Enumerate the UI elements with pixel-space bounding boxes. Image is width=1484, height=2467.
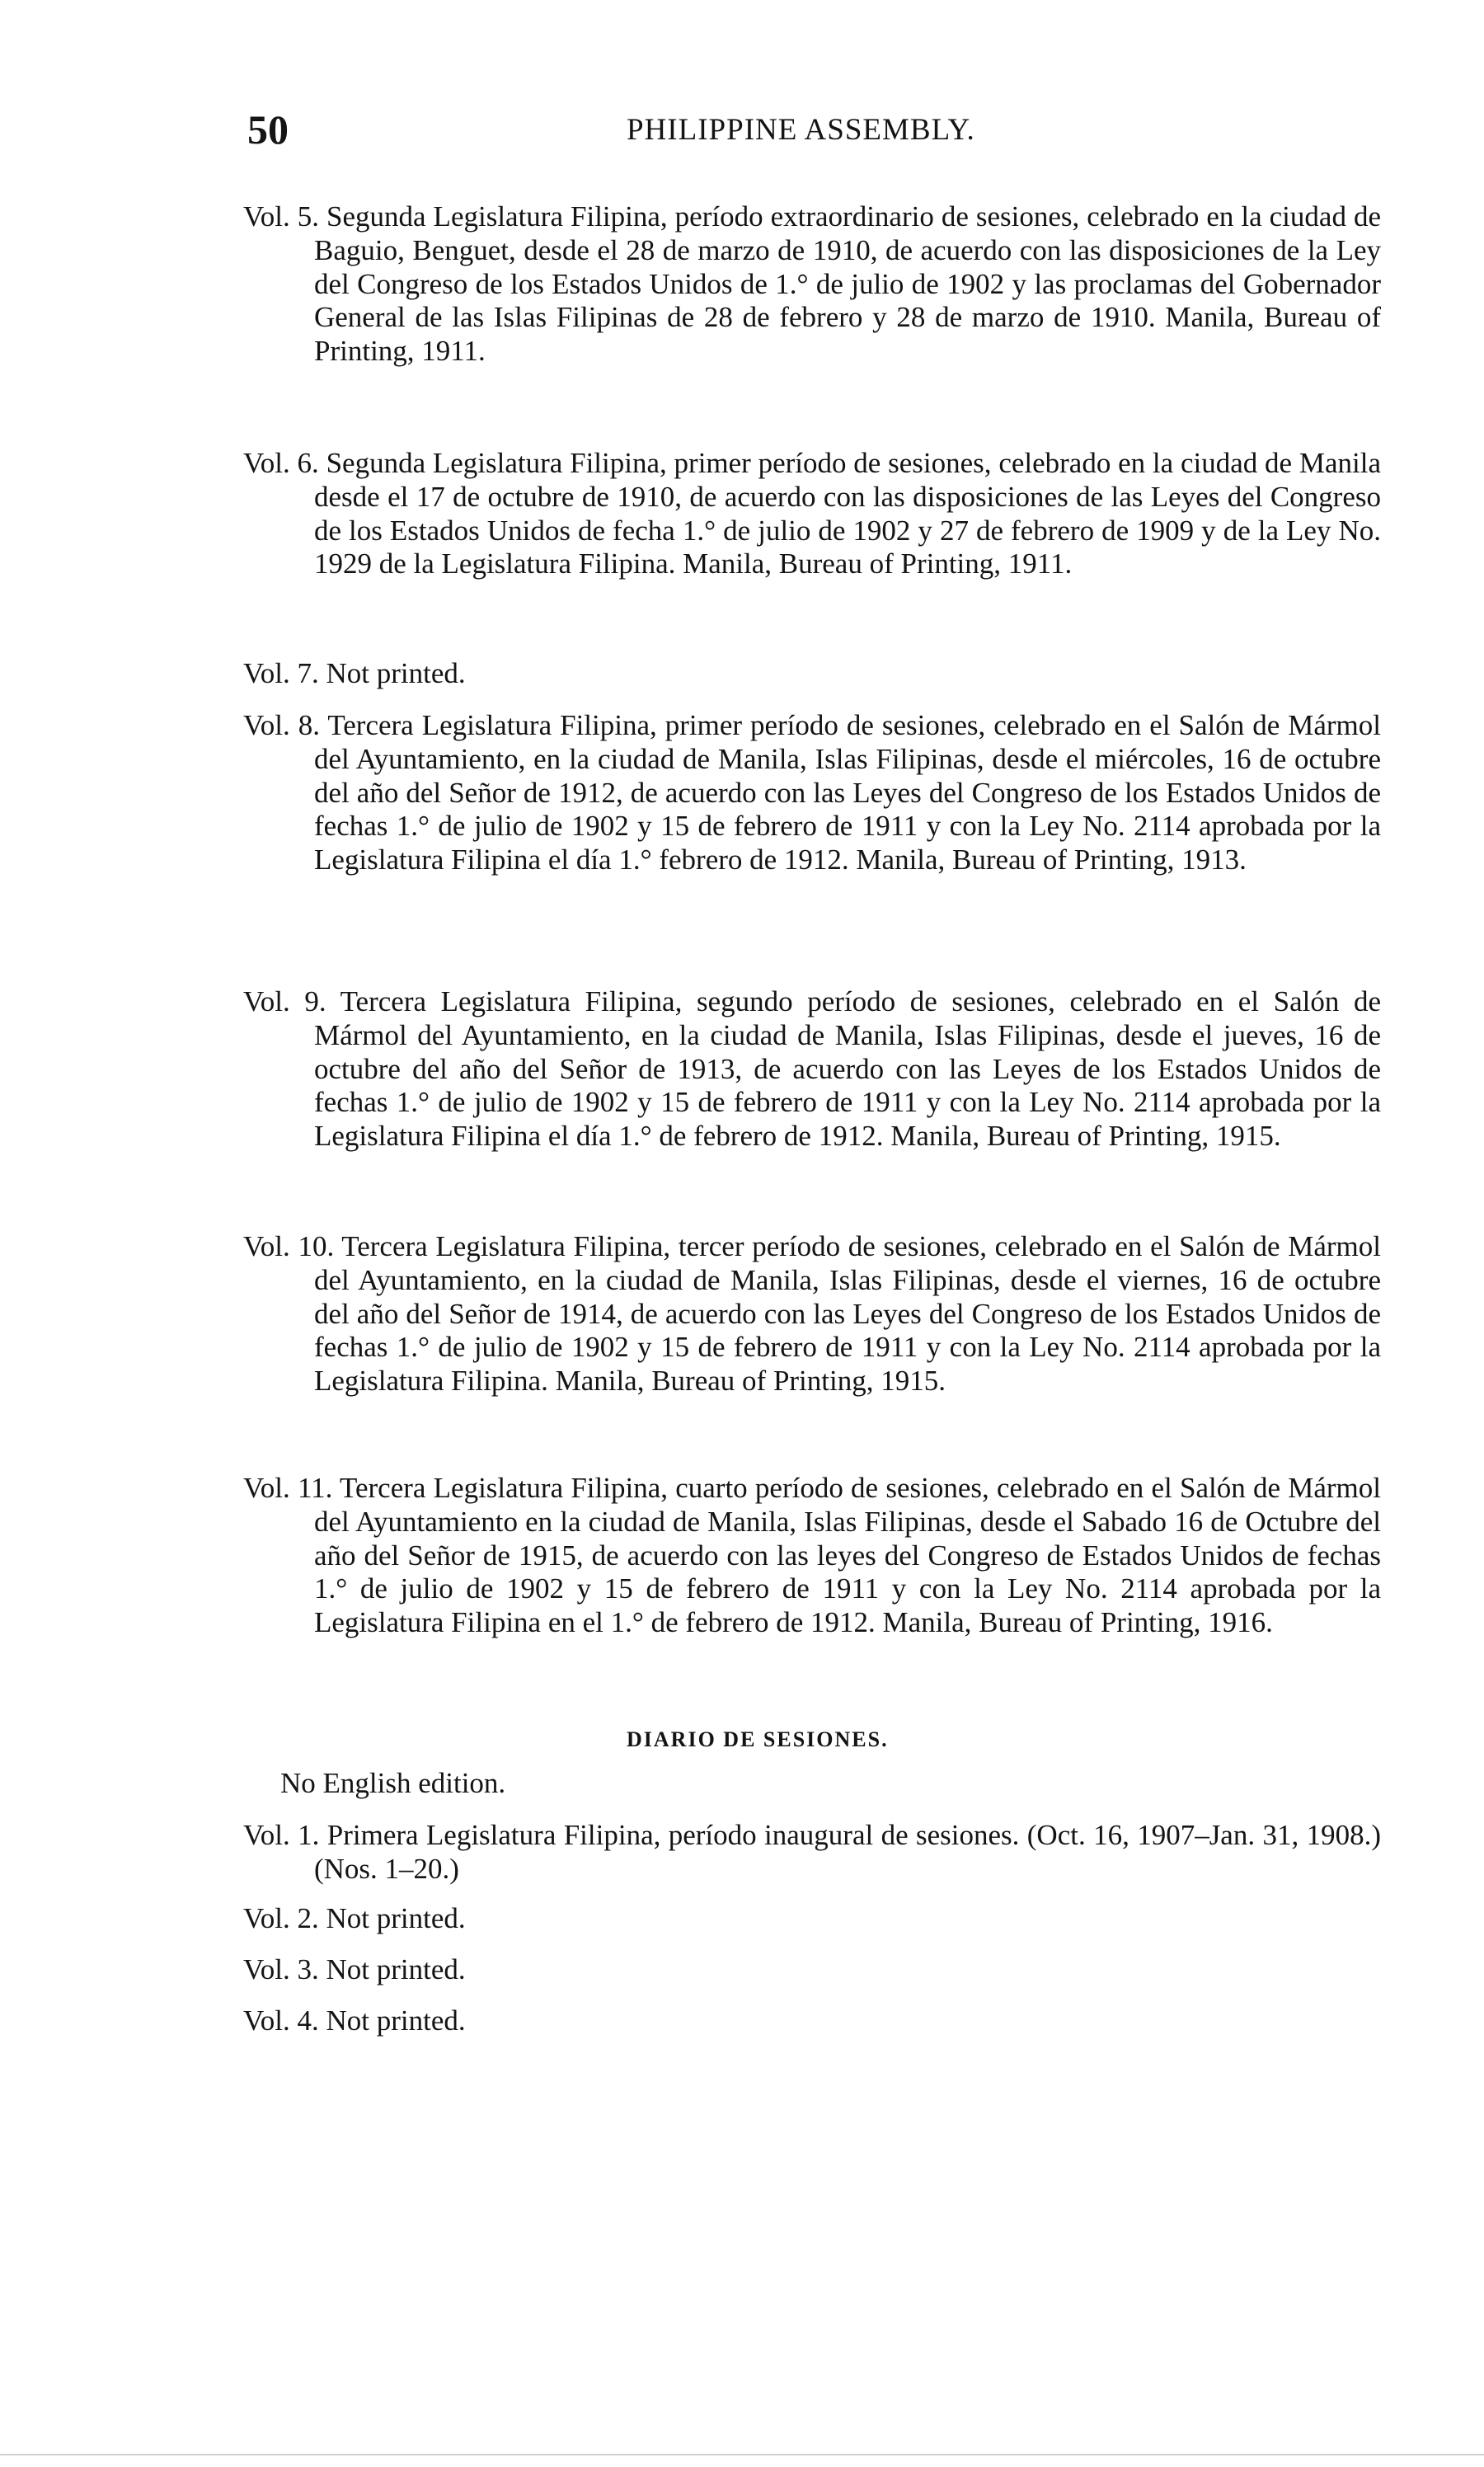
entry-volume-label: Vol. 11. [243,1472,333,1504]
diario-entry-vol-2 [243,1902,1381,1936]
entry-text: Not printed. [326,1902,466,1934]
entry-vol-6 [243,447,1381,581]
entry-volume-label: Vol. 7. [243,657,319,689]
entry-volume-label: Vol. 8. [243,709,320,741]
entry-volume-label: Vol. 9. [243,985,326,1017]
section-heading: DIARIO DE SESIONES. [627,1727,889,1751]
edition-note: No English edition. [280,1767,506,1799]
entry-text: Tercera Legislatura Filipina, segundo período de sesiones, celebrado en el Salón de Mármol del Ayuntamiento, en la ciudad de Manila, Islas Filipinas, desde el jueves, 16 de octubre del año del Señor de 1913, de acuerdo con las Leyes de los Estados Unidos de fechas 1.° de julio de 1902 y 15 de febrero de 1911 y con la Ley No. 2114 aprobada por la Legislatura Filipina el día 1.° de febrero de 1912. Manila, Bureau of Printing, 1915. [314,985,1382,1153]
entry-volume-label: Vol. 10. [243,1230,335,1262]
entry-text: Primera Legislatura Filipina, período inaugural de sesiones. (Oct. 16, 1907–Jan. 31, 1908.) (Nos. 1–20.) [314,1819,1381,1885]
entry-vol-9 [243,985,1381,1154]
entry-text: Tercera Legislatura Filipina, cuarto período de sesiones, celebrado en el Salón de Mármol del Ayuntamiento en la ciudad de Manila, Islas Filipinas, desde el Sabado 16 de Octubre del año del Señor de 1915, de acuerdo con las leyes del Congreso de Estados Unidos de fechas 1.° de julio de 1902 y 15 de febrero de 1911 y con la Ley No. 2114 aprobada por la Legislatura Filipina en el 1.° de febrero de 1912. Manila, Bureau of Printing, 1916. [314,1472,1381,1639]
running-head [247,106,1385,163]
entry-vol-11 [243,1472,1381,1640]
diario-entry-vol-3 [243,1953,1381,1987]
entry-text: Not printed. [326,657,466,689]
diario-entry-vol-1 [243,1819,1381,1887]
entry-text: Not printed. [326,1953,466,1985]
entry-vol-10 [243,1230,1381,1398]
page-bottom-rule [0,2454,1484,2455]
entry-volume-label: Vol. 4. [243,2004,319,2037]
entry-volume-label: Vol. 2. [243,1902,319,1934]
entry-text: Tercera Legislatura Filipina, primer período de sesiones, celebrado en el Salón de Mármol del Ayuntamiento, en la ciudad de Manila, Islas Filipinas, desde el miércoles, 16 de octubre del año del Señor de 1912, de acuerdo con las Leyes del Congreso de los Estados Unidos de fechas 1.° de julio de 1902 y 15 de febrero de 1911 y con la Ley No. 2114 aprobada por la Legislatura Filipina el día 1.° febrero de 1912. Manila, Bureau of Printing, 1913. [314,709,1381,876]
page-number: 50 [247,106,289,153]
entry-text: Segunda Legislatura Filipina, período extraordinario de sesiones, celebrado en la ciudad de Baguio, Benguet, desde el 28 de marzo de 1910, de acuerdo con las disposiciones de la Ley del Congreso de los Estados Unidos de 1.° de julio de 1902 y las proclamas del Gobernador General de las Islas Filipinas de 28 de febrero y 28 de marzo de 1910. Manila, Bureau of Printing, 1911. [314,200,1381,368]
entry-vol-5 [243,200,1381,369]
entry-volume-label: Vol. 3. [243,1953,319,1985]
entry-text: Not printed. [326,2004,466,2037]
entry-vol-7 [243,657,1381,691]
diario-entry-vol-4 [243,2004,1381,2038]
entry-volume-label: Vol. 1. [243,1819,320,1851]
entry-text: Segunda Legislatura Filipina, primer período de sesiones, celebrado en la ciudad de Manila desde el 17 de octubre de 1910, de acuerdo con las disposiciones de las Leyes del Congreso de los Estados Unidos de fecha 1.° de julio de 1902 y 27 de febrero de 1909 y de la Ley No. 1929 de la Legislatura Filipina. Manila, Bureau of Printing, 1911. [314,447,1382,580]
running-title: PHILIPPINE ASSEMBLY. [627,113,975,147]
entry-text: Tercera Legislatura Filipina, tercer período de sesiones, celebrado en el Salón de Mármol del Ayuntamiento, en la ciudad de Manila, Islas Filipinas, desde el viernes, 16 de octubre del año del Señor de 1914, de acuerdo con las Leyes del Congreso de los Estados Unidos de fechas 1.° de julio de 1902 y 15 de febrero de 1911 y con la Ley No. 2114 aprobada por la Legislatura Filipina. Manila, Bureau of Printing, 1915. [314,1230,1381,1398]
entry-vol-8 [243,709,1381,877]
entry-volume-label: Vol. 5. [243,200,319,233]
entry-volume-label: Vol. 6. [243,447,319,479]
